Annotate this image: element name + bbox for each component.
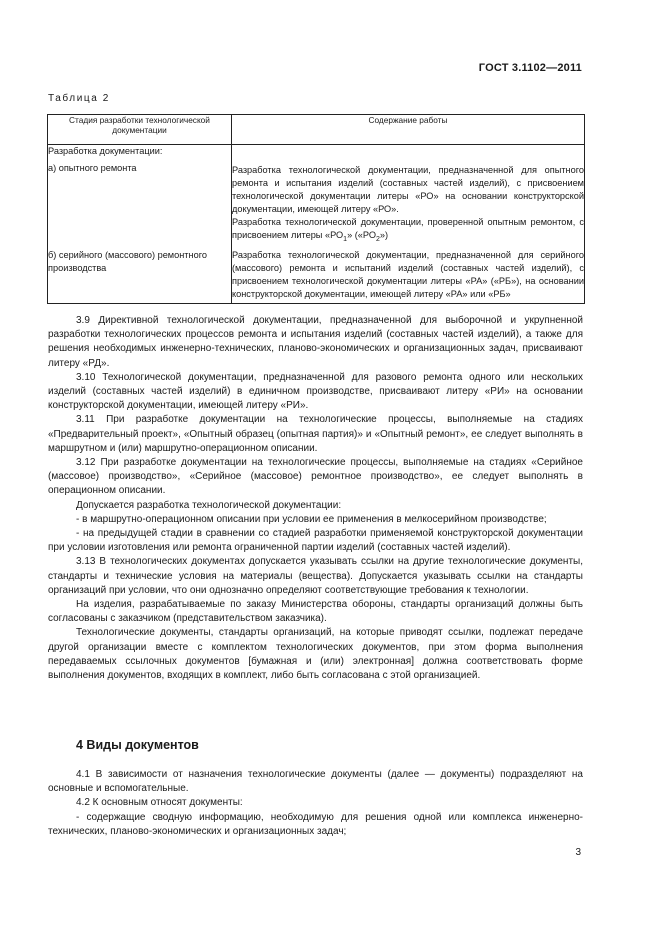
group-title: Разработка документации: <box>48 145 232 163</box>
paragraph-3-13: 3.13 В технологических документах допускается указывать ссылки на другие технологические документы, стандарты и технические условия на материалы (вещества). Допускается указывать ссылки на стандарты организаций при условии, что они однозначно определяют соответствующие требования к технологии. <box>48 556 583 596</box>
body-text <box>48 314 583 683</box>
list-item: - на предыдущей стадии в сравнении со стадией разработки применяемой конструкторской документации при условии изготовления или ремонта ограниченной партии изделий (составных частей изделий). <box>48 528 583 554</box>
content-cell: Разработка технологической документации, предназначенной для серийного (массового) ремонта и испытаний изделий (составных частей изделий), с присвоением технологической документации литеры «РА» («РБ»), на основании конструкторской документации, имеющей литеру «РА» или «РБ» <box>232 246 585 304</box>
table-row <box>48 145 585 163</box>
paragraph-3-12: 3.12 При разработке документации на технологические процессы, выполняемые на стадиях «Серийное (массовое) производство», «Серийное (массовое) ремонтное производство», ее следует выполнять в операционном описании. <box>48 457 583 497</box>
paragraph-mo: На изделия, разрабатываемые по заказу Министерства обороны, стандарты организаций должны быть согласованы с заказчиком (представительством заказчика). <box>48 599 583 625</box>
section-4-text <box>48 768 583 839</box>
section-heading: 4 Виды документов <box>76 738 199 752</box>
paragraph-allow: Допускается разработка технологической документации: <box>76 499 342 511</box>
content-text: Разработка технологической документации, проверенной опытным ремонтом, с присвоением литеры «$РО_1$» $(«РО_2»)$ <box>232 217 584 243</box>
stage-cell: а) опытного ремонта <box>48 162 232 246</box>
list-item: - содержащие сводную информацию, необходимую для решения одной или комплекса инженерно-технических, планово-экономических и организационных задач; <box>48 811 583 837</box>
list-item: - в маршрутно-операционном описании при условии ее применения в мелкосерийном производстве; <box>76 513 547 525</box>
stage-cell: б) серийного (массового) ремонтного производства <box>48 246 232 304</box>
paragraph-4-1: 4.1 В зависимости от назначения технологические документы (далее — документы) подразделяют на основные и вспомогательные. <box>48 769 583 795</box>
page-number: 3 <box>575 847 581 858</box>
content-text: Разработка технологической документации, предназначенной для опытного ремонта и испытания изделий (составных частей изделий), с присвоением технологической документации литеры «РО» на основании конструкторской документации, имеющей литеру «РО». <box>232 165 584 214</box>
col-header-content: Содержание работы <box>232 115 585 145</box>
paragraph-3-9: 3.9 Директивной технологической документации, предназначенной для выборочной и укрупненной разработки технологических процессов ремонта и испытания изделий (составных частей изделий), а также для решения необходимых инженерно-технических, планово-экономических и организационных задач, присваивают литеру «РД». <box>48 315 583 369</box>
table-caption: Таблица 2 <box>48 93 110 104</box>
col-header-stage: Стадия разработки технологической документации <box>48 115 232 145</box>
table-header-row <box>48 115 585 145</box>
paragraph-4-2: 4.2 К основным относят документы: <box>76 797 243 809</box>
standard-designation: ГОСТ 3.1102—2011 <box>478 62 582 74</box>
table-row <box>48 246 585 304</box>
table-2 <box>47 114 585 304</box>
table-row <box>48 162 585 246</box>
content-cell <box>232 162 585 246</box>
paragraph-3-10: 3.10 Технологической документации, предназначенной для разового ремонта одного или нескольких изделий (составных частей изделий) в единичном производстве, присваивают литеру «РИ» на основании конструкторской документации, имеющей литеру «РИ». <box>48 371 583 412</box>
paragraph-3-11: 3.11 При разработке документации на технологические процессы, выполняемые на стадиях «Предварительный проект», «Опытный образец (опытная партия)» и «Опытный ремонт», ее следует выполнять в маршрутном и (или) маршрутно-операционном описании. <box>48 414 583 454</box>
paragraph-refs: Технологические документы, стандарты организаций, на которые приводят ссылки, подлежат передаче другой организации вместе с комплектом технологических документов, при этом форма выполнения передаваемых ссылочных документов [бумажная и (или) электронная] должна соответствовать форме выполнения документов, входящих в комплект, либо быть согласована с этой организацией. <box>48 627 583 682</box>
